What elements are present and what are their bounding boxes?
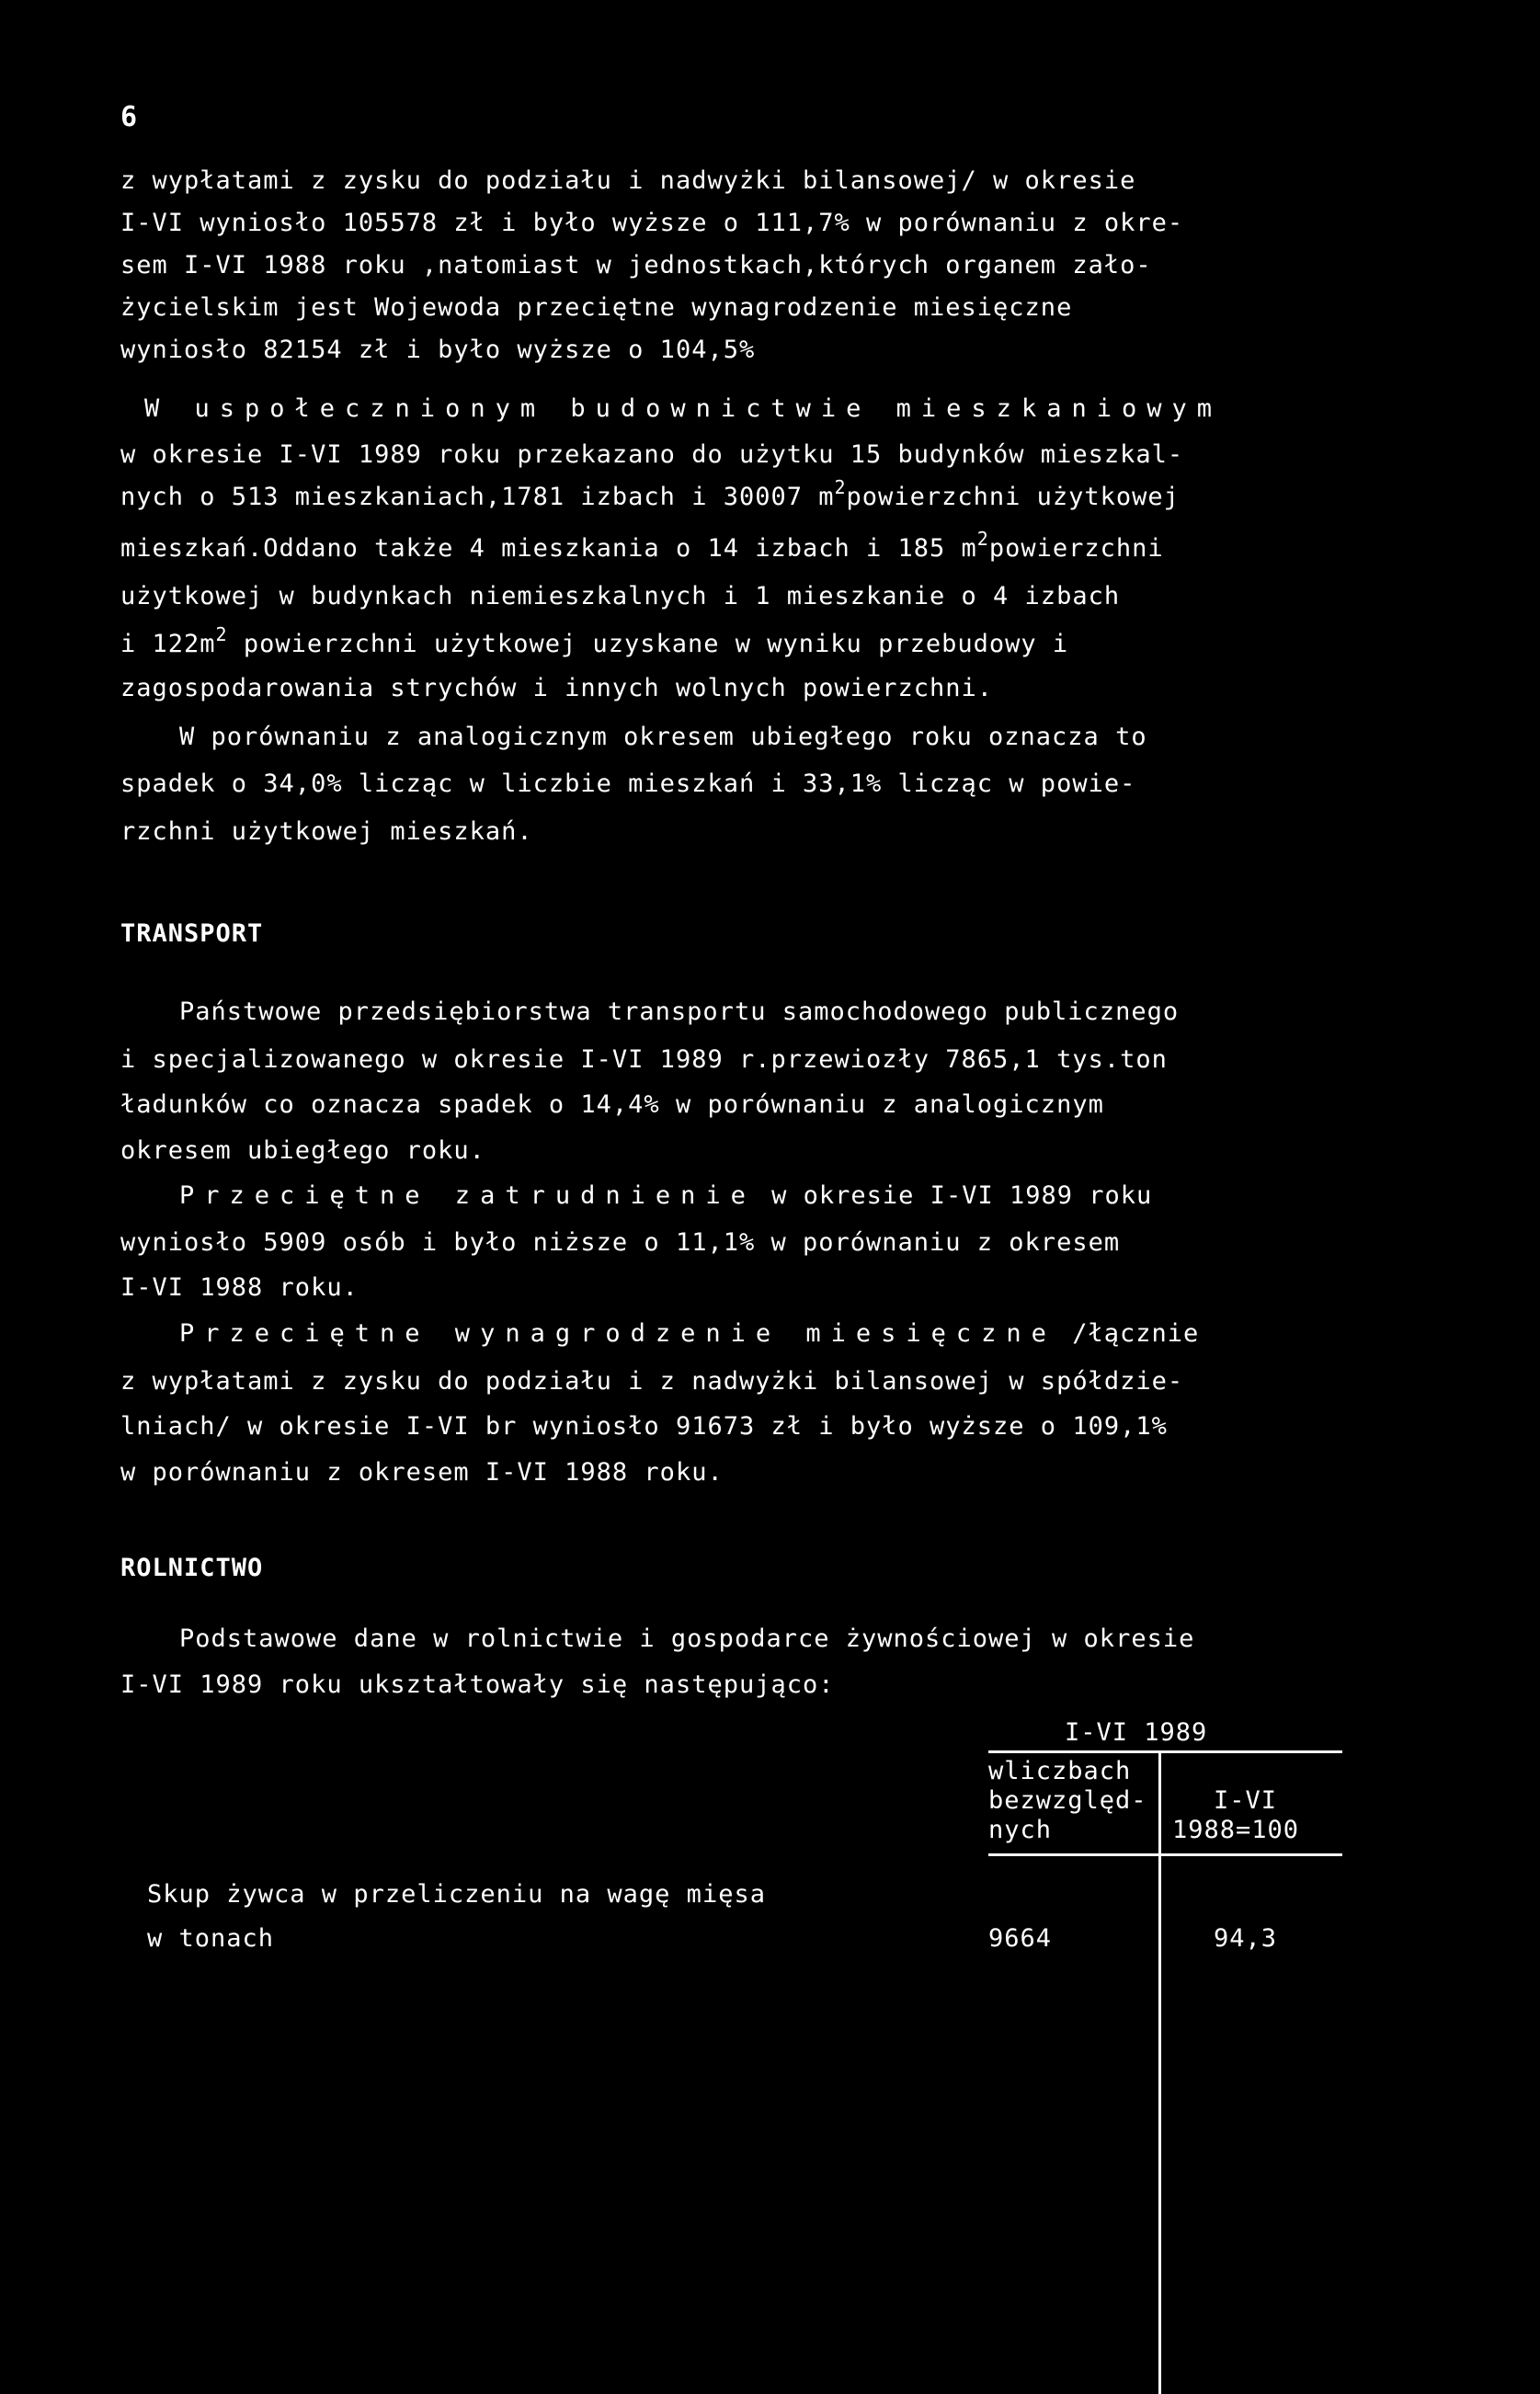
text-line: ładunków co oznacza spadek o 14,4% w porównaniu z analogicznym [120,1090,1104,1119]
text-line: spadek o 34,0% licząc w liczbie mieszkań i 33,1% licząc w powie- [120,770,1136,798]
text-line: mieszkań.Oddano także 4 mieszkania o 14 izbach i 185 $m^2powierzchni$ [120,528,1164,563]
text-line: Podstawowe dane w rolnictwie i gospodarce żywnościowej w okresie [179,1624,1195,1653]
table-row-label: Skup żywca w przeliczeniu na wagę mięsa [147,1880,766,1909]
section-heading-transport: TRANSPORT [120,919,264,948]
table-col-header: I-VI [1214,1786,1278,1815]
text-line: wyniosło 5909 osób i było niższe o 11,1% w porównaniu z okresem [120,1228,1121,1257]
text-line: w porównaniu z okresem I-VI 1988 roku. [120,1458,724,1487]
table-col-header: nych [988,1816,1053,1844]
text-line: I-VI 1988 roku. [120,1273,359,1302]
text-line: wyniosło 82154 zł i było wyższe o 104,5% [120,336,756,364]
table-cell-value: 9664 [988,1924,1053,1953]
spaced-heading-line: W uspołecznionym budownictwie mieszkaniowym [144,394,1222,423]
text-line: Przeciętne wynagrodzenie miesięczne /łącznie [179,1319,1200,1348]
text-line: z wypłatami z zysku do podziału i nadwyżki bilansowej/ w okresie [120,166,1136,195]
table-column-divider [1158,1750,1161,2394]
page-number: 6 [120,101,138,133]
table-col-header: 1988=100 [1172,1816,1300,1844]
text-line: sem I-VI 1988 roku ,natomiast w jednostkach,których organem zało- [120,251,1152,279]
table-group-header: I-VI 1989 [1065,1718,1208,1747]
table-cell-value: 94,3 [1214,1924,1278,1953]
text-line: Przeciętne zatrudnienie w okresie I-VI 1989 roku [179,1181,1153,1210]
text-line: okresem ubiegłego roku. [120,1136,485,1165]
text-line: rzchni użytkowej mieszkań. [120,817,533,846]
text-line: zagospodarowania strychów i innych wolnych powierzchni. [120,674,994,702]
text-line: W porównaniu z analogicznym okresem ubiegłego roku oznacza to [179,723,1147,751]
text-line: i specjalizowanego w okresie I-VI 1989 r.przewiozły 7865,1 tys.ton [120,1045,1168,1074]
text-line: życielskim jest Wojewoda przeciętne wynagrodzenie miesięczne [120,293,1073,322]
table-col-header: bezwzględ- [988,1786,1147,1815]
text-line: użytkowej w budynkach niemieszkalnych i 1 mieszkanie o 4 izbach [120,582,1121,610]
text-line: lniach/ w okresie I-VI br wyniosło 91673 zł i było wyższe o 109,1% [120,1412,1168,1441]
section-heading-agriculture: ROLNICTWO [120,1554,264,1582]
table-col-header: wliczbach [988,1757,1132,1785]
text-line: nych o 513 mieszkaniach,1781 izbach i 30007 $m^2powierzchni$ użytkowej [120,476,1180,511]
text-line: I-VI 1989 roku ukształtowały się następująco: [120,1670,835,1699]
text-line: z wypłatami z zysku do podziału i z nadwyżki bilansowej w spółdzie- [120,1367,1184,1396]
table-row-label: w tonach [147,1924,275,1953]
text-line: i $122m^2$ powierzchni użytkowej uzyskane w wyniku przebudowy i [120,623,1069,658]
text-line: Państwowe przedsiębiorstwa transportu samochodowego publicznego [179,998,1180,1026]
text-line: w okresie I-VI 1989 roku przekazano do użytku 15 budynków mieszkal- [120,440,1184,469]
text-line: I-VI wyniosło 105578 zł i było wyższe o 111,7% w porównaniu z okre- [120,209,1184,237]
table-rule [988,1853,1342,1856]
table-rule [988,1750,1342,1753]
